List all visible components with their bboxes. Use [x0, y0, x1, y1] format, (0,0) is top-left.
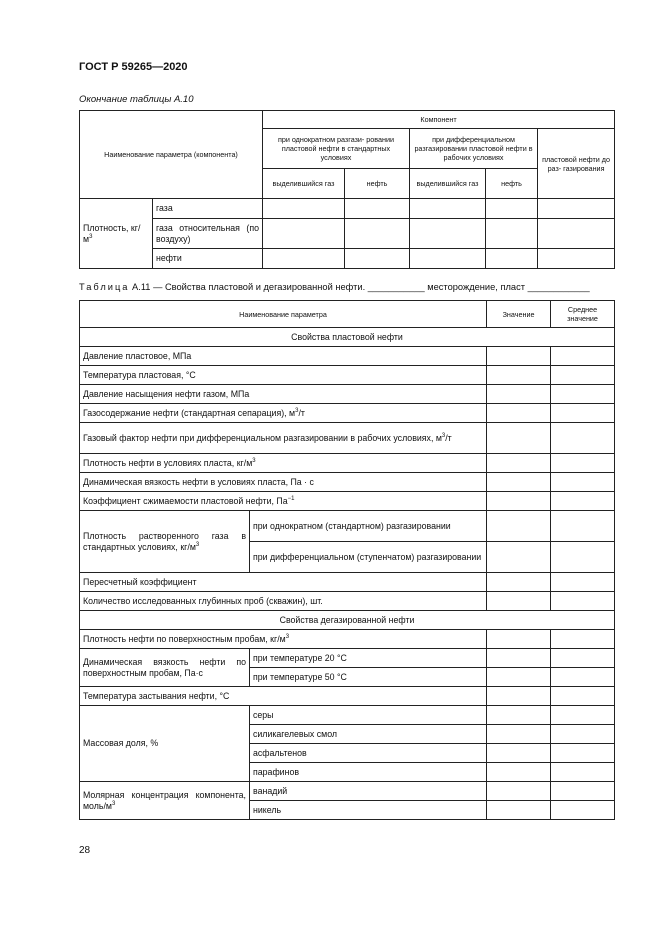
molar-item: ванадий: [250, 782, 487, 801]
row-pressure: Давление пластовое, МПа: [80, 347, 487, 366]
mass-item: парафинов: [250, 763, 487, 782]
text: Газосодержание нефти (стандартная сепарация), м: [83, 407, 296, 418]
cell: [551, 649, 615, 668]
cell: [345, 199, 410, 219]
cell: [551, 763, 615, 782]
row-recalc-coefficient: Пересчетный коэффициент: [80, 573, 487, 592]
cell: [487, 706, 551, 725]
cell: [551, 366, 615, 385]
cell: [487, 649, 551, 668]
table-a11-caption: [79, 282, 619, 292]
cell: [263, 199, 345, 219]
cell: [551, 725, 615, 744]
cell: [487, 511, 551, 542]
cell: [487, 668, 551, 687]
table-a11-caption-title: А.11 — Свойства пластовой и дегазированной нефти. ___________ месторождение, пласт ____________: [132, 282, 590, 292]
density-label-sup: 3: [89, 233, 93, 240]
cell: [487, 801, 551, 820]
cell: [551, 454, 615, 473]
cell: [551, 492, 615, 511]
sup: 3: [295, 407, 299, 414]
cell: [410, 249, 486, 269]
cell: [551, 630, 615, 649]
row-gas-relative: газа относительная (по воздуху): [153, 219, 263, 249]
cell: [551, 542, 615, 573]
row-gas-factor: [80, 423, 487, 454]
row-molar-concentration: [80, 782, 250, 820]
text: Коэффициент сжимаемости пластовой нефти, Па: [83, 495, 288, 506]
row-dissolved-diff: при дифференциальном (ступенчатом) разгазировании: [250, 542, 487, 573]
cell: [410, 199, 486, 219]
cell: [551, 801, 615, 820]
cell: [551, 423, 615, 454]
row-oil: нефти: [153, 249, 263, 269]
cell: [486, 199, 538, 219]
row-temperature: Температура пластовая, °С: [80, 366, 487, 385]
cell: [487, 725, 551, 744]
row-surface-viscosity: Динамическая вязкость нефти по поверхностным пробам, Па·с: [80, 649, 250, 687]
header-param: Наименование параметра (компонента): [80, 111, 263, 199]
cell: [487, 423, 551, 454]
cell: [486, 219, 538, 249]
cell: [263, 219, 345, 249]
header-gas-released: выделившийся газ: [263, 169, 345, 199]
cell: [551, 744, 615, 763]
text: Плотность нефти в условиях пласта, кг/м: [83, 457, 253, 468]
cell: [551, 782, 615, 801]
row-pour-point: Температура застывания нефти, °С: [80, 687, 487, 706]
sup: 3: [111, 800, 116, 807]
row-mass-fraction: Массовая доля, %: [80, 706, 250, 782]
text: Молярная концентрация компонента, моль/м: [83, 789, 246, 811]
sup: 3: [441, 432, 446, 439]
cell: [551, 473, 615, 492]
row-reservoir-density: [80, 454, 487, 473]
header-gas-released: выделившийся газ: [410, 169, 486, 199]
cell: [551, 511, 615, 542]
cell: [487, 592, 551, 611]
cell: [487, 687, 551, 706]
cell: [487, 744, 551, 763]
molar-item: никель: [250, 801, 487, 820]
cell: [551, 668, 615, 687]
text: /т: [445, 432, 452, 443]
cell: [487, 347, 551, 366]
cell: [551, 385, 615, 404]
cell: [486, 249, 538, 269]
text: Газовый фактор нефти при дифференциальном разгазировании в рабочих условиях, м: [83, 432, 442, 443]
text: /т: [298, 407, 305, 418]
cell: [487, 473, 551, 492]
cell: [538, 199, 615, 219]
cell: [487, 366, 551, 385]
table-a11: [79, 300, 615, 820]
header-component: Компонент: [263, 111, 615, 129]
header-param: Наименование параметра: [80, 301, 487, 328]
cell: [263, 249, 345, 269]
cell: [551, 404, 615, 423]
cell: [538, 219, 615, 249]
sup: −1: [287, 495, 295, 502]
cell: [538, 249, 615, 269]
section-reservoir-oil: Свойства пластовой нефти: [80, 328, 615, 347]
mass-item: серы: [250, 706, 487, 725]
cell: [487, 542, 551, 573]
header-reservoir-oil: пластовой нефти до раз- газирования: [538, 129, 615, 199]
row-compressibility: [80, 492, 487, 511]
section-degassed-oil: Свойства дегазированной нефти: [80, 611, 615, 630]
text: Плотность нефти по поверхностным пробам, кг/м: [83, 633, 286, 644]
row-surface-density: [80, 630, 487, 649]
row-gas: газа: [153, 199, 263, 219]
header-oil: нефть: [345, 169, 410, 199]
text: Плотность растворенного газа в стандартных условиях, кг/м: [83, 530, 246, 552]
cell: [487, 454, 551, 473]
cell: [487, 763, 551, 782]
mass-item: асфальтенов: [250, 744, 487, 763]
row-sample-count: Количество исследованных глубинных проб (скважин), шт.: [80, 592, 487, 611]
cell: [487, 573, 551, 592]
header-single-degassing: при однократном разгази- ровании пластовой нефти в стандартных условиях: [263, 129, 410, 169]
header-oil: нефть: [486, 169, 538, 199]
document-id: ГОСТ Р 59265—2020: [79, 61, 188, 73]
header-diff-degassing: при дифференциальном разгазировании пластовой нефти в рабочих условиях: [410, 129, 538, 169]
table-a10: [79, 110, 615, 269]
sup: 3: [252, 457, 256, 464]
cell: [487, 782, 551, 801]
sup: 3: [195, 541, 200, 548]
density-label: [80, 199, 153, 269]
header-average: Среднее значение: [551, 301, 615, 328]
cell: [487, 385, 551, 404]
cell: [345, 219, 410, 249]
page-number: 28: [79, 845, 91, 856]
cell: [410, 219, 486, 249]
table-a11-caption-prefix: Таблица: [79, 282, 130, 292]
row-saturation-pressure: Давление насыщения нефти газом, МПа: [80, 385, 487, 404]
row-reservoir-viscosity: Динамическая вязкость нефти в условиях пласта, Па · с: [80, 473, 487, 492]
cell: [345, 249, 410, 269]
cell: [487, 630, 551, 649]
sup: 3: [285, 633, 290, 640]
density-label-text: Плотность, кг/м: [83, 222, 141, 244]
cell: [551, 687, 615, 706]
cell: [487, 404, 551, 423]
header-value: Значение: [487, 301, 551, 328]
row-surface-viscosity-50: при температуре 50 °С: [250, 668, 487, 687]
row-dissolved-single: при однократном (стандартном) разгазировании: [250, 511, 487, 542]
cell: [487, 492, 551, 511]
cell: [551, 573, 615, 592]
row-gas-content: [80, 404, 487, 423]
cell: [551, 706, 615, 725]
table-a10-caption: Окончание таблицы А.10: [79, 94, 194, 105]
cell: [551, 592, 615, 611]
row-surface-viscosity-20: при температуре 20 °С: [250, 649, 487, 668]
mass-item: силикагелевых смол: [250, 725, 487, 744]
row-dissolved-gas-density: [80, 511, 250, 573]
cell: [551, 347, 615, 366]
